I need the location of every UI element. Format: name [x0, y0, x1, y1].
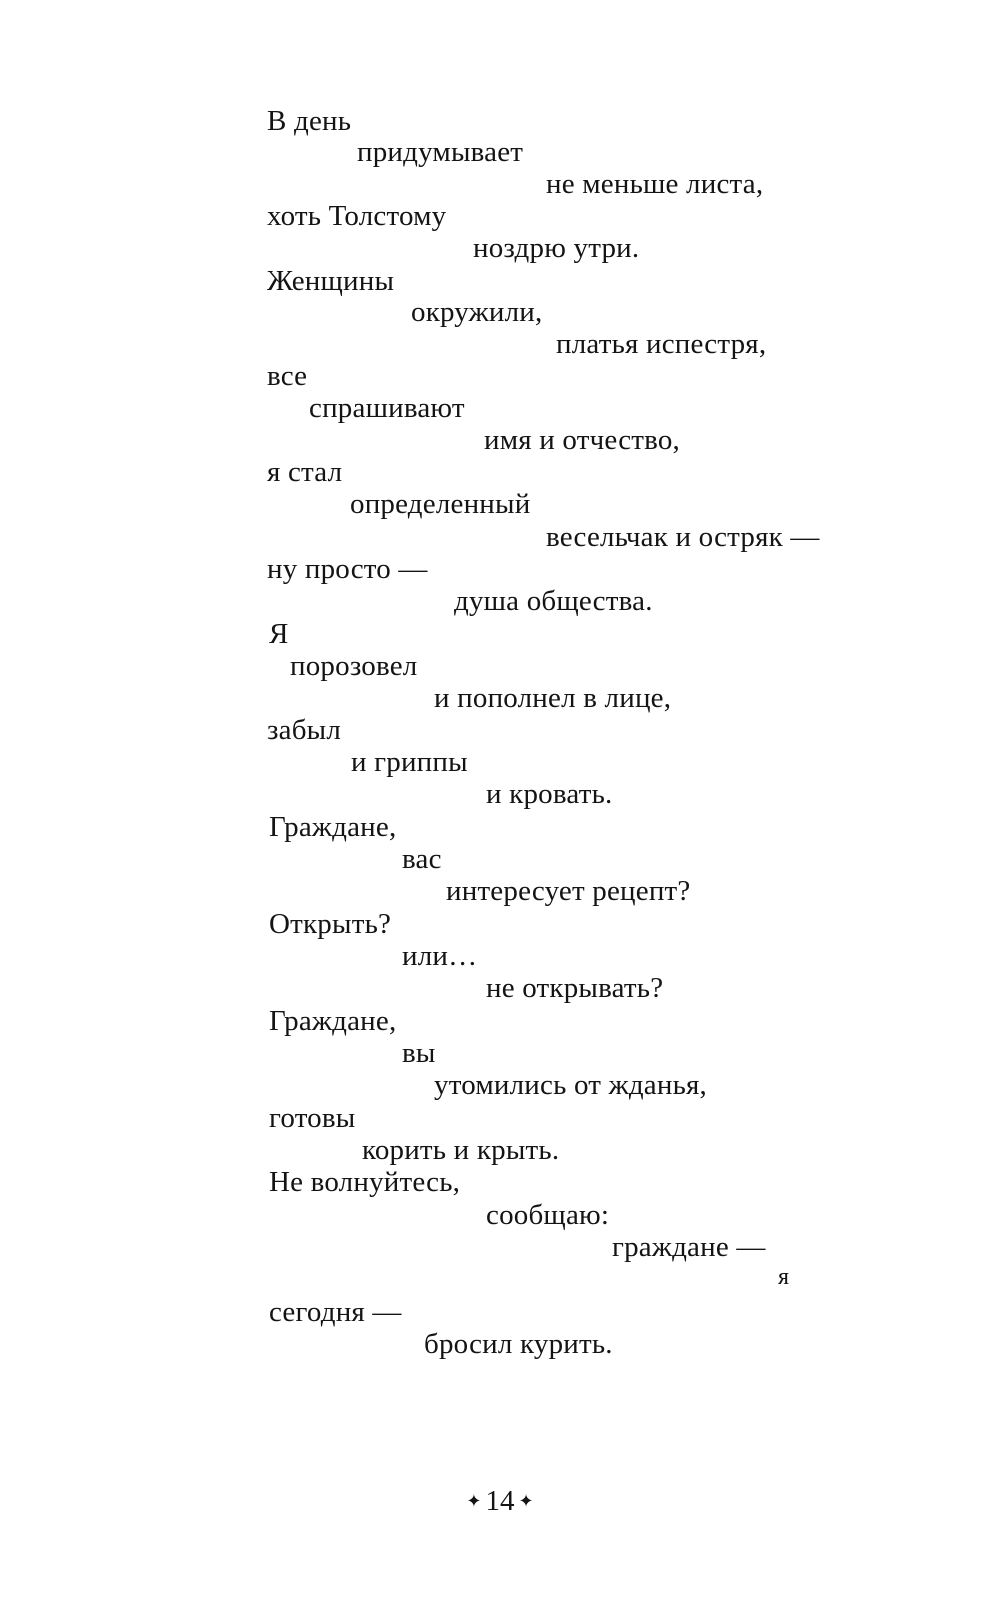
poem-line: вас	[402, 843, 442, 875]
page-number-value: 14	[485, 1485, 515, 1517]
page-number	[0, 1487, 1000, 1516]
poem-line: все	[267, 360, 308, 392]
poem-line: бросил курить.	[424, 1328, 613, 1360]
poem-line: или…	[402, 940, 478, 972]
poem-line: хоть Толстому	[267, 200, 447, 232]
poem-line: не открывать?	[486, 972, 664, 1004]
poem-line: я	[778, 1264, 790, 1290]
star-ornament-icon: ✦	[518, 1491, 534, 1511]
poem-line: не меньше листа,	[546, 168, 764, 200]
poem-line: ноздрю утри.	[473, 232, 640, 264]
poem-line: сообщаю:	[486, 1199, 610, 1231]
poem-line: интересует рецепт?	[446, 875, 691, 907]
poem-line: окружили,	[411, 296, 543, 328]
poem-line: вы	[402, 1037, 436, 1069]
star-ornament-icon: ✦	[466, 1491, 482, 1511]
poem-line: Женщины	[267, 265, 395, 297]
poem-line: В день	[267, 105, 352, 137]
poem-line: Граждане,	[269, 811, 397, 843]
poem-line: определенный	[350, 488, 531, 520]
poem-line: Я	[269, 618, 289, 650]
poem-line: граждане —	[612, 1231, 766, 1263]
poem-line: утомились от жданья,	[434, 1069, 707, 1101]
poem-line: сегодня —	[269, 1296, 402, 1328]
poem-line: Граждане,	[269, 1005, 397, 1037]
poem-line: платья испестря,	[556, 328, 767, 360]
poem-line: Открыть?	[269, 908, 392, 940]
poem-line: порозовел	[290, 650, 418, 682]
poem-line: и гриппы	[351, 746, 468, 778]
poem-line: я стал	[267, 456, 343, 488]
poem-line: спрашивают	[309, 392, 465, 424]
poem-line: и кровать.	[486, 778, 613, 810]
poem-line: придумывает	[357, 136, 524, 168]
poem-line: ну просто —	[267, 553, 428, 585]
poem-line: весельчак и остряк —	[546, 521, 820, 553]
poem-line: и пополнел в лице,	[434, 682, 672, 714]
poem-line: душа общества.	[454, 585, 653, 617]
poem-line: готовы	[269, 1102, 356, 1134]
poem-line: забыл	[267, 714, 342, 746]
poem-line: Не волнуйтесь,	[269, 1166, 461, 1198]
poem-line: корить и крыть.	[362, 1134, 560, 1166]
poem-line: имя и отчество,	[484, 424, 680, 456]
